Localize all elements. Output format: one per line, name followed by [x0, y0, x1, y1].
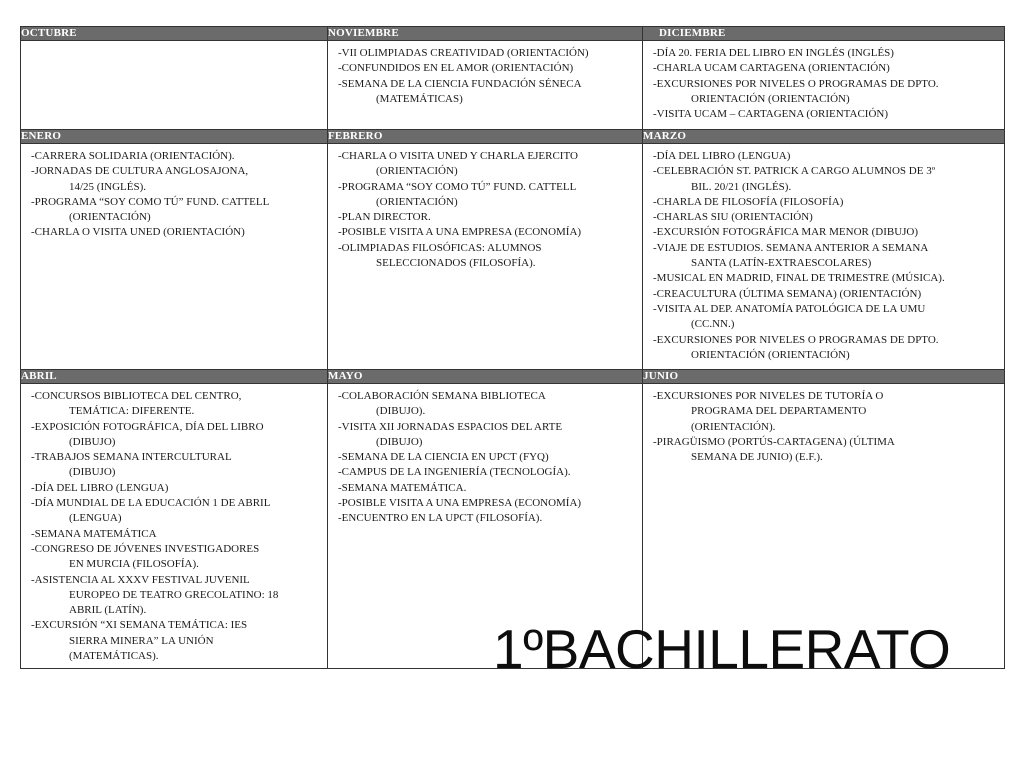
activity-text: -VISITA UCAM – CARTAGENA (ORIENTACIÓN): [653, 108, 889, 121]
activity-item: [338, 241, 634, 272]
activity-text: -CHARLA O VISITA UNED Y CHARLA EJERCITO: [338, 150, 578, 162]
activity-item: [653, 149, 996, 164]
activity-item: [338, 465, 634, 480]
month-header-jan: ENERO: [21, 130, 328, 144]
activity-text: -SEMANA DE LA CIENCIA EN UPCT (FYQ): [338, 451, 549, 464]
activity-text-continuation: ORIENTACIÓN (ORIENTACIÓN): [691, 348, 850, 361]
month-header-apr: ABRIL: [21, 370, 328, 384]
activity-text-continuation: SANTA (LATÍN-EXTRAESCOLARES): [691, 257, 872, 270]
activity-text-continuation: (ORIENTACIÓN).: [691, 420, 776, 433]
activity-item: [653, 333, 996, 364]
header-row-q3: [21, 370, 1005, 384]
activity-text-continuation: BIL. 20/21 (INGLÉS).: [691, 180, 792, 193]
activity-text-continuation: SELECCIONADOS (FILOSOFÍA).: [376, 257, 536, 270]
activity-item: [338, 450, 634, 465]
activity-text-continuation: (ORIENTACIÓN): [376, 195, 458, 208]
activity-text: -EXPOSICIÓN FOTOGRÁFICA, DÍA DEL LIBRO: [31, 420, 264, 433]
activity-item: [653, 210, 996, 225]
activity-text: -CELEBRACIÓN ST. PATRICK A CARGO ALUMNOS DE 3º: [653, 165, 936, 178]
activity-item: [653, 61, 996, 76]
activity-text-continuation: SIERRA MINERA” LA UNIÓN: [69, 634, 214, 647]
activity-item: [653, 389, 996, 435]
activity-text: -EXCURSIÓN “XI SEMANA TEMÁTICA: IES: [31, 619, 248, 632]
activity-text: -SEMANA DE LA CIENCIA FUNDACIÓN SÉNECA: [338, 77, 582, 90]
activity-text-continuation: EN MURCIA (FILOSOFÍA).: [69, 558, 199, 571]
activity-text: -POSIBLE VISITA A UNA EMPRESA (ECONOMÍA): [338, 226, 582, 239]
activity-text: -DÍA DEL LIBRO (LENGUA): [31, 481, 169, 494]
activity-text: -COLABORACIÓN SEMANA BIBLIOTECA: [338, 390, 546, 402]
activity-text: -ENCUENTRO EN LA UPCT (FILOSOFÍA).: [338, 512, 543, 525]
activity-text-continuation: (MATEMÁTICAS): [376, 92, 463, 105]
activity-text: -DÍA DEL LIBRO (LENGUA): [653, 150, 791, 162]
content-row-q1: [21, 41, 1005, 130]
activity-item: [31, 164, 319, 195]
activity-item: [653, 195, 996, 210]
activity-item: [338, 420, 634, 451]
activity-text: -VISITA XII JORNADAS ESPACIOS DEL ARTE: [338, 420, 563, 433]
activity-item: [31, 542, 319, 573]
activity-text: -CHARLAS SIU (ORIENTACIÓN): [653, 211, 813, 224]
activity-item: [338, 511, 634, 526]
activity-text-continuation: (CC.NN.): [691, 318, 735, 331]
activities-calendar-table: [20, 26, 1005, 669]
month-header-mar: MARZO: [643, 130, 1005, 144]
activity-text-continuation: (ORIENTACIÓN): [376, 165, 458, 178]
activity-text: -OLIMPIADAS FILOSÓFICAS: ALUMNOS: [338, 241, 542, 254]
activity-text-continuation: (DIBUJO): [69, 466, 116, 479]
activity-text: -CONGRESO DE JÓVENES INVESTIGADORES: [31, 542, 260, 555]
activity-text: -PIRAGÜISMO (PORTÚS-CARTAGENA) (ÚLTIMA: [653, 435, 895, 448]
activity-item: [653, 271, 996, 286]
activity-item: [653, 107, 996, 122]
activity-text: -VIAJE DE ESTUDIOS. SEMANA ANTERIOR A SEMANA: [653, 241, 929, 254]
activity-text: -EXCURSIONES POR NIVELES O PROGRAMAS DE DPTO.: [653, 77, 939, 90]
cell-oct: [21, 41, 328, 130]
activity-text: -EXCURSIÓN FOTOGRÁFICA MAR MENOR (DIBUJO): [653, 226, 919, 239]
activity-item: [31, 389, 319, 420]
course-title: 1ºBACHILLERATO: [493, 618, 951, 680]
activity-text: -JORNADAS DE CULTURA ANGLOSAJONA,: [31, 165, 249, 178]
activity-item: [653, 46, 996, 61]
activity-item: [31, 420, 319, 451]
activity-text-continuation: ABRIL (LATÍN).: [69, 604, 147, 617]
activity-text: -EXCURSIONES POR NIVELES O PROGRAMAS DE DPTO.: [653, 333, 939, 346]
month-header-oct: OCTUBRE: [21, 27, 328, 41]
activity-text-continuation: (ORIENTACIÓN): [69, 211, 151, 224]
activity-text: -SEMANA MATEMÁTICA.: [338, 481, 467, 494]
activity-text: -PROGRAMA “SOY COMO TÚ” FUND. CATTELL: [31, 195, 270, 208]
activity-item: [31, 618, 319, 664]
month-header-may: MAYO: [328, 370, 643, 384]
activity-item: [31, 450, 319, 481]
activity-item: [338, 389, 634, 420]
activity-text-continuation: (DIBUJO): [69, 435, 116, 448]
activity-item: [338, 46, 634, 61]
cell-mar: [643, 144, 1005, 370]
activity-text: -CREACULTURA (ÚLTIMA SEMANA) (ORIENTACIÓN): [653, 287, 922, 300]
activity-text-continuation: (DIBUJO).: [376, 405, 426, 418]
month-header-dec: DICIEMBRE: [643, 27, 1005, 41]
activity-item: [338, 481, 634, 496]
activity-item: [31, 527, 319, 542]
activity-text: -PROGRAMA “SOY COMO TÚ” FUND. CATTELL: [338, 180, 577, 193]
activity-item: [31, 573, 319, 619]
activity-text-continuation: SEMANA DE JUNIO) (E.F.).: [691, 451, 823, 464]
month-header-feb: FEBRERO: [328, 130, 643, 144]
month-header-nov: NOVIEMBRE: [328, 27, 643, 41]
activity-text: -CHARLA DE FILOSOFÍA (FILOSOFÍA): [653, 195, 844, 208]
header-row-q1: [21, 27, 1005, 41]
activity-item: [31, 149, 319, 164]
activity-item: [31, 481, 319, 496]
activity-item: [338, 77, 634, 108]
activity-item: [653, 287, 996, 302]
activity-text-continuation: PROGRAMA DEL DEPARTAMENTO: [691, 405, 867, 418]
activity-item: [338, 180, 634, 211]
month-header-jun: JUNIO: [643, 370, 1005, 384]
activity-item: [653, 77, 996, 108]
activity-item: [338, 496, 634, 511]
activity-item: [338, 149, 634, 180]
activity-text: -PLAN DIRECTOR.: [338, 211, 431, 224]
activity-text: -VISITA AL DEP. ANATOMÍA PATOLÓGICA DE LA UMU: [653, 302, 926, 315]
activity-text-continuation: 14/25 (INGLÉS).: [69, 180, 146, 193]
activity-item: [653, 241, 996, 272]
activity-text: -CHARLA UCAM CARTAGENA (ORIENTACIÓN): [653, 62, 890, 75]
activity-text: -SEMANA MATEMÁTICA: [31, 527, 157, 540]
activity-text-continuation: EUROPEO DE TEATRO GRECOLATINO: 18: [69, 588, 279, 601]
activity-text-continuation: (MATEMÁTICAS).: [69, 650, 159, 663]
activity-text: -CONCURSOS BIBLIOTECA DEL CENTRO,: [31, 390, 242, 402]
activity-text: -CARRERA SOLIDARIA (ORIENTACIÓN).: [31, 150, 235, 162]
activity-text: -POSIBLE VISITA A UNA EMPRESA (ECONOMÍA): [338, 497, 582, 510]
content-row-q2: [21, 144, 1005, 370]
activity-text: -TRABAJOS SEMANA INTERCULTURAL: [31, 451, 232, 464]
activity-item: [31, 496, 319, 527]
cell-nov: [328, 41, 643, 130]
activity-item: [338, 61, 634, 76]
activity-text: -EXCURSIONES POR NIVELES DE TUTORÍA O: [653, 390, 884, 402]
activity-text: -DÍA 20. FERIA DEL LIBRO EN INGLÉS (INGLÉS): [653, 47, 894, 59]
activity-text: -ASISTENCIA AL XXXV FESTIVAL JUVENIL: [31, 573, 250, 586]
activity-item: [653, 302, 996, 333]
activity-text: -VII OLIMPIADAS CREATIVIDAD (ORIENTACIÓN): [338, 47, 589, 59]
cell-apr: [21, 384, 328, 669]
activity-text-continuation: ORIENTACIÓN (ORIENTACIÓN): [691, 92, 850, 105]
activity-item: [338, 210, 634, 225]
activity-item: [653, 225, 996, 240]
activity-text: -DÍA MUNDIAL DE LA EDUCACIÓN 1 DE ABRIL: [31, 497, 271, 510]
cell-feb: [328, 144, 643, 370]
activity-text: -CONFUNDIDOS EN EL AMOR (ORIENTACIÓN): [338, 62, 574, 75]
activity-text: -CAMPUS DE LA INGENIERÍA (TECNOLOGÍA).: [338, 466, 571, 479]
activity-item: [653, 435, 996, 466]
activity-text: -CHARLA O VISITA UNED (ORIENTACIÓN): [31, 226, 245, 239]
activity-text-continuation: TEMÁTICA: DIFERENTE.: [69, 405, 195, 418]
activity-item: [31, 195, 319, 226]
activity-text-continuation: (DIBUJO): [376, 435, 423, 448]
activity-item: [31, 225, 319, 240]
cell-jan: [21, 144, 328, 370]
activity-text: -MUSICAL EN MADRID, FINAL DE TRIMESTRE (MÚSICA).: [653, 272, 945, 285]
activity-item: [653, 164, 996, 195]
activity-item: [338, 225, 634, 240]
cell-dec: [643, 41, 1005, 130]
activity-text-continuation: (LENGUA): [69, 512, 122, 525]
header-row-q2: [21, 130, 1005, 144]
